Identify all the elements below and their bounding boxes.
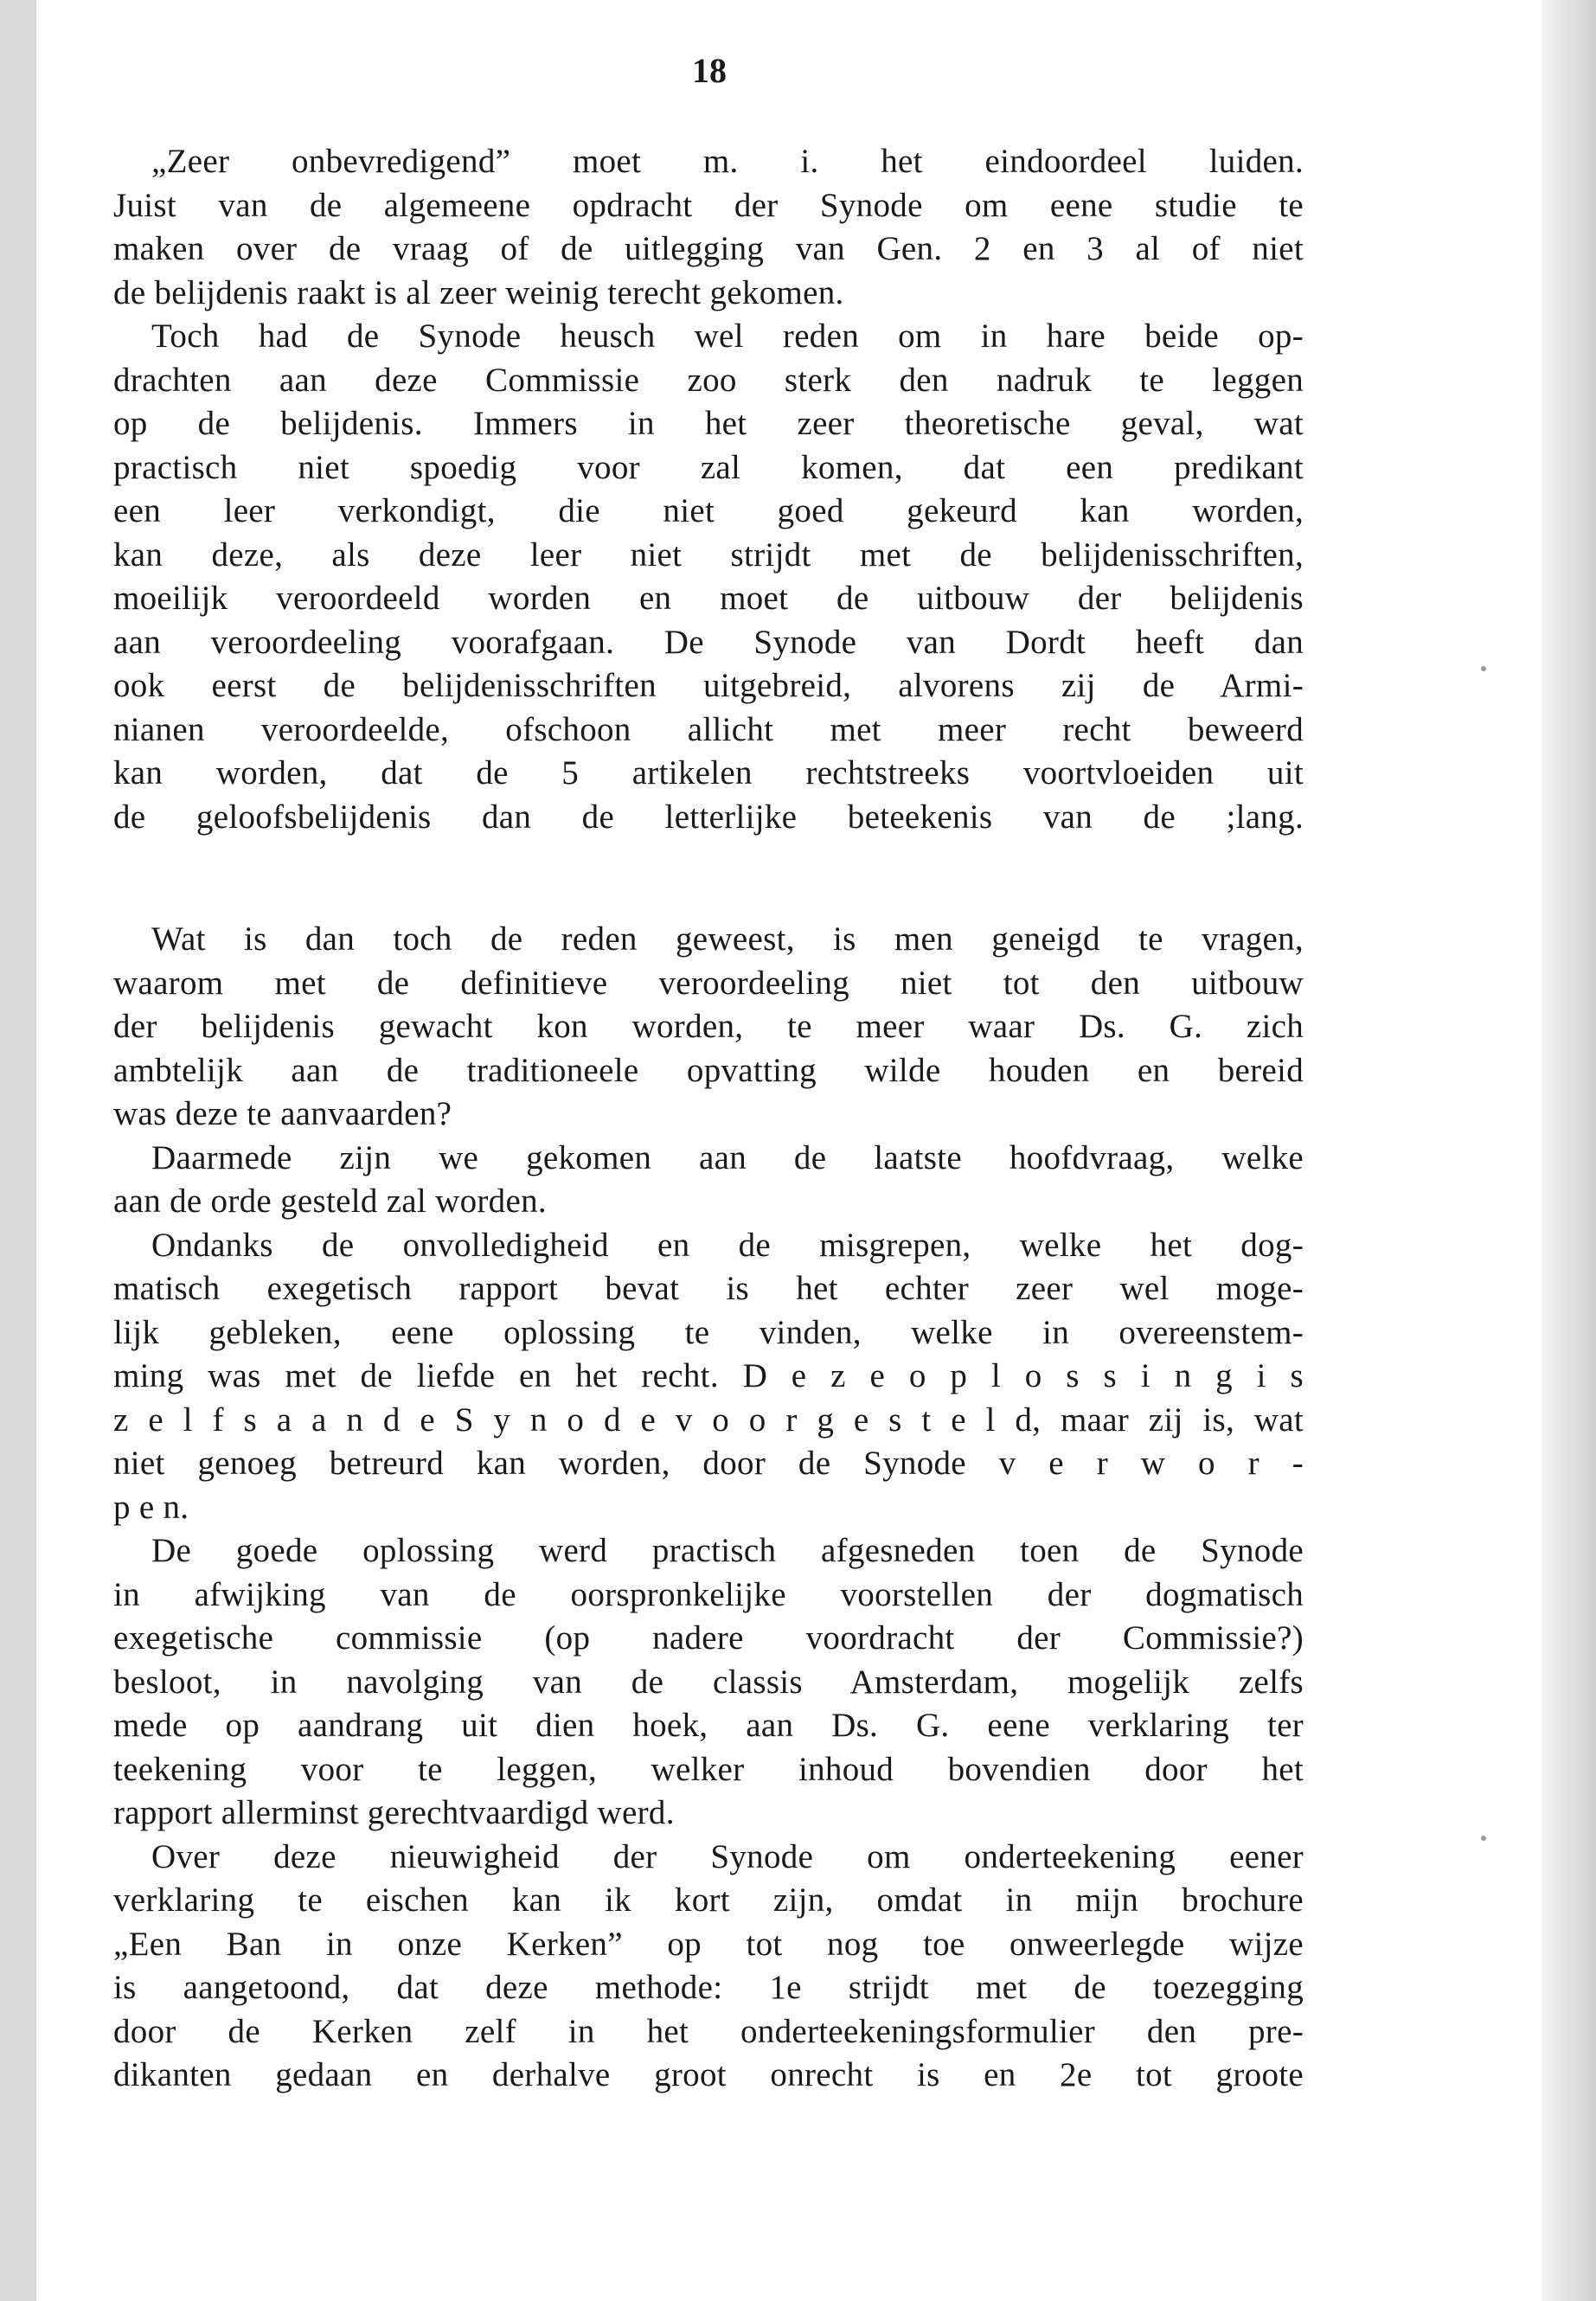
text-line: kan worden, dat de 5 artikelen rechtstreeks voortvloeiden uit: [113, 754, 1304, 792]
text-line: een leer verkondigt, die niet goed gekeurd kan worden,: [113, 492, 1304, 529]
text-line: ming was met de liefde en het recht. D e z e o p l o s s i n g i s: [113, 1357, 1304, 1394]
text-line: aan veroordeeling voorafgaan. De Synode van Dordt heeft dan: [113, 623, 1304, 661]
scan-margin-right: [1542, 0, 1596, 2301]
text-line: dikanten gedaan en derhalve groot onrecht is en 2e tot groote: [113, 2056, 1304, 2093]
text-line: niet genoeg betreurd kan worden, door de Synode v e r w o r -: [113, 1445, 1304, 1482]
text-line: aan de orde gesteld zal worden.: [113, 1183, 547, 1220]
page-number: 18: [692, 51, 727, 90]
text-line: mede op aandrang uit dien hoek, aan Ds. G. eene verklaring ter: [113, 1707, 1304, 1744]
text-line: in afwijking van de oorspronkelijke voorstellen der dogmatisch: [113, 1575, 1304, 1613]
text-line: rapport allerminst gerechtvaardigd werd.: [113, 1794, 675, 1831]
text-line: was deze te aanvaarden?: [113, 1095, 452, 1132]
text-line: de belijdenis raakt is al zeer weinig terecht gekomen.: [113, 273, 844, 311]
text-line: Over deze nieuwigheid der Synode om onderteekening eener: [151, 1837, 1304, 1875]
text-line: is aangetoond, dat deze methode: 1e strijdt met de toezegging: [113, 1969, 1304, 2006]
text-line: De goede oplossing werd practisch afgesneden toen de Synode: [151, 1532, 1304, 1569]
text-line: Wat is dan toch de reden geweest, is men geneigd te vragen,: [151, 920, 1304, 958]
text-line: „Een Ban in onze Kerken” op tot nog toe onweerlegde wijze: [113, 1925, 1304, 1963]
text-line: teekening voor te leggen, welker inhoud bovendien door het: [113, 1750, 1304, 1788]
text-line: door de Kerken zelf in het onderteekeningsformulier den pre-: [113, 2012, 1304, 2050]
text-line: Daarmede zijn we gekomen aan de laatste hoofdvraag, welke: [151, 1138, 1304, 1176]
text-line: matisch exegetisch rapport bevat is het echter zeer wel moge-: [113, 1270, 1304, 1307]
text-line: ambtelijk aan de traditioneele opvatting wilde houden en bereid: [113, 1051, 1304, 1089]
text-line: kan deze, als deze leer niet strijdt met de belijdenisschriften,: [113, 535, 1304, 574]
text-line: moeilijk veroordeeld worden en moet de uitbouw der belijdenis: [113, 580, 1304, 617]
text-line: de geloofsbelijdenis dan de letterlijke beteekenis van de ;lang.: [113, 798, 1304, 836]
text-line: Toch had de Synode heusch wel reden om in hare beide op-: [151, 317, 1304, 355]
text-line: Ondanks de onvolledigheid en de misgrepen, welke het dog-: [151, 1226, 1304, 1264]
text-line: z e l f s a a n d e S y n o d e v o o r g e s t e l d, maar zij is, wat: [113, 1400, 1304, 1439]
text-line: practisch niet spoedig voor zal komen, dat een predikant: [113, 448, 1304, 486]
scan-speck: [1481, 1836, 1486, 1841]
text-line: waarom met de definitieve veroordeeling niet tot den uitbouw: [113, 964, 1304, 1002]
text-line: ook eerst de belijdenisschriften uitgebreid, alvorens zij de Armi-: [113, 667, 1304, 704]
text-line: op de belijdenis. Immers in het zeer theoretische geval, wat: [113, 405, 1304, 442]
text-line: p e n.: [113, 1488, 189, 1526]
text-line: maken over de vraag of de uitlegging van Gen. 2 en 3 al of niet: [113, 230, 1304, 267]
text-line: nianen veroordeelde, ofschoon allicht met meer recht beweerd: [113, 710, 1304, 748]
text-line: „Zeer onbevredigend” moet m. i. het eindoordeel luiden.: [151, 143, 1304, 180]
text-line: besloot, in navolging van de classis Amsterdam, mogelijk zelfs: [113, 1663, 1304, 1701]
text-line: verklaring te eischen kan ik kort zijn, omdat in mijn brochure: [113, 1881, 1304, 1919]
text-block-1: [113, 140, 1304, 839]
text-line: der belijdenis gewacht kon worden, te meer waar Ds. G. zich: [113, 1008, 1304, 1045]
text-line: lijk gebleken, eene oplossing te vinden, welke in overeenstem-: [113, 1313, 1304, 1351]
text-block-2: [113, 918, 1304, 2098]
text-line: drachten aan deze Commissie zoo sterk den nadruk te leggen: [113, 361, 1304, 399]
text-line: Juist van de algemeene opdracht der Synode om eene studie te: [113, 186, 1304, 224]
scan-speck: [1481, 666, 1486, 671]
scan-margin-left: [0, 0, 36, 2301]
text-line: exegetische commissie (op nadere voordracht der Commissie?): [113, 1619, 1304, 1657]
